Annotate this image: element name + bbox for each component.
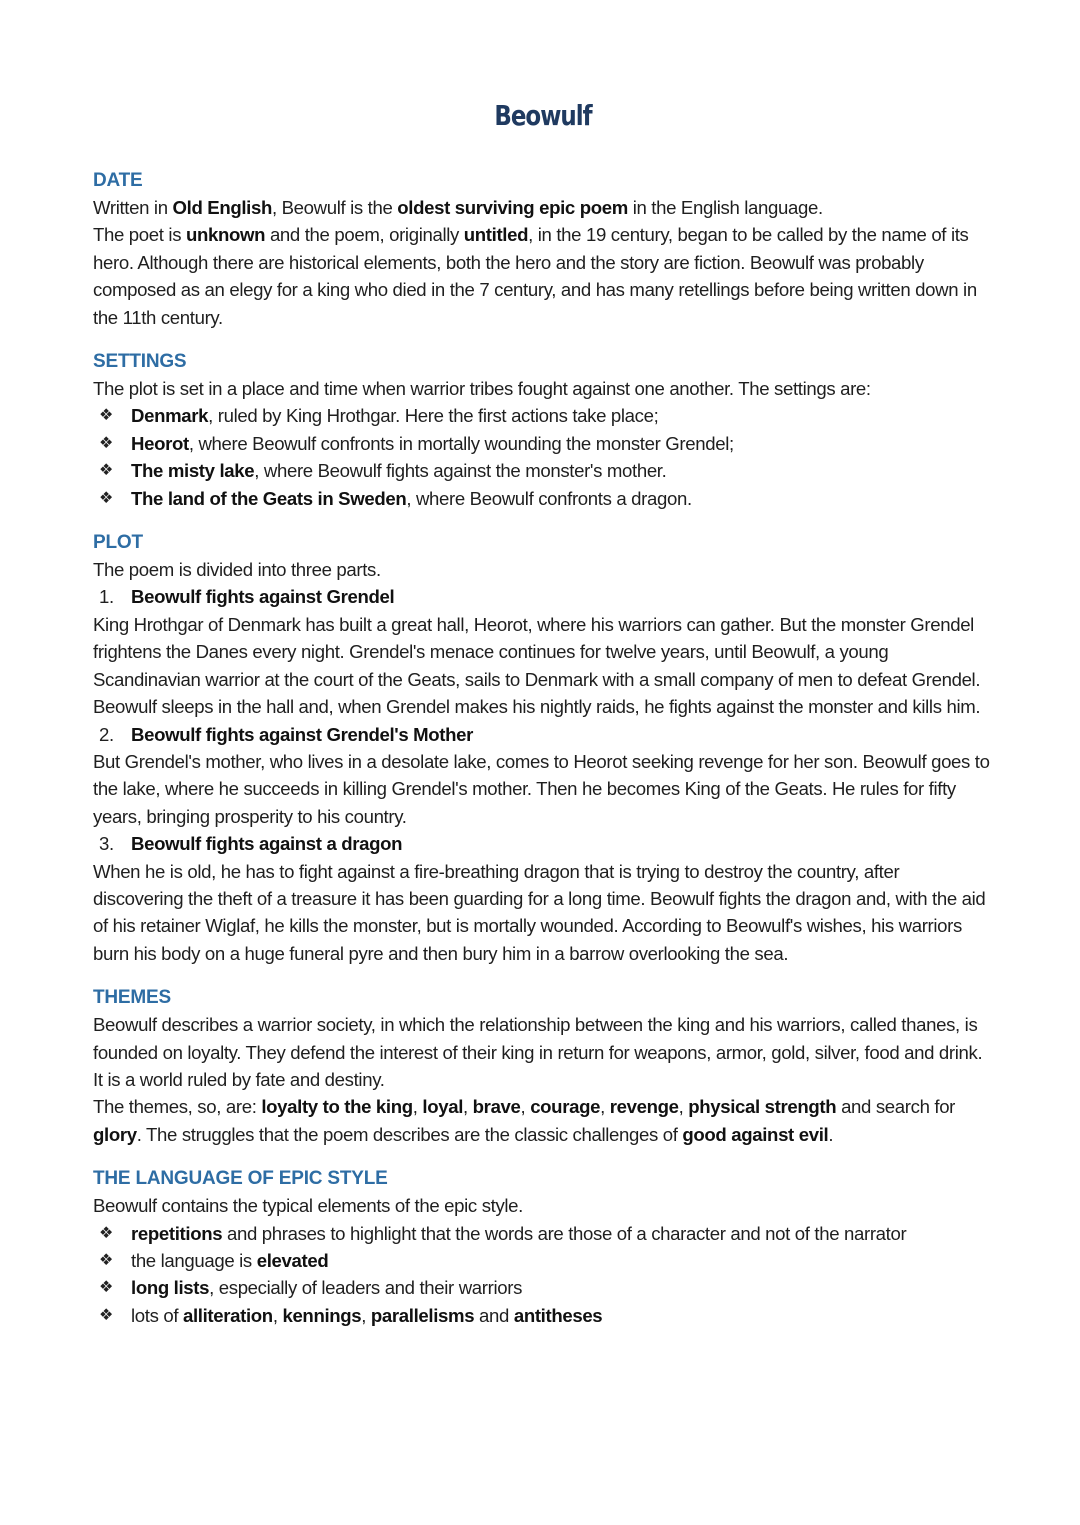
section-heading-date: DATE (93, 170, 143, 191)
plot-part-1 (93, 583, 993, 610)
section-language (93, 1166, 993, 1329)
settings-intro: The plot is set in a place and time when warrior tribes fought against one another. The settings are: (93, 378, 871, 400)
plot-part-3 (93, 830, 993, 857)
list-item: ❖ Denmark, ruled by King Hrothgar. Here the first actions take place; (93, 402, 993, 429)
plot-part-title: 2. Beowulf fights against Grendel's Mother (99, 723, 474, 745)
language-list (93, 1220, 993, 1330)
section-heading-plot: PLOT (93, 532, 143, 554)
plot-part-title: 1. Beowulf fights against Grendel (99, 586, 395, 608)
list-item: ❖ The land of the Geats in Sweden, where Beowulf confronts a dragon. (93, 485, 993, 512)
plot-part-2 (93, 721, 993, 748)
list-item: ❖ lots of alliteration, kennings, parallelisms and antitheses (93, 1302, 993, 1329)
plot-part-text: But Grendel's mother, who lives in a desolate lake, comes to Heorot seeking revenge for her son. Beowulf goes to the lake, where he succeeds in killing Grendel's mother. Then he becomes King of the Geats. He rules for fifty years, bringing prosperity to his country. (93, 750, 990, 827)
bullet-icon: ❖ (99, 489, 113, 507)
bullet-icon: ❖ (99, 1306, 113, 1324)
section-heading-settings: SETTINGS (93, 351, 187, 373)
section-heading-language: THE LANGUAGE OF EPIC STYLE (93, 1168, 388, 1190)
settings-list (93, 402, 993, 512)
bullet-icon: ❖ (99, 434, 113, 452)
document-title: Beowulf (494, 99, 592, 132)
date-paragraph-1: Written in Old English, Beowulf is the oldest surviving epic poem in the English language. (93, 197, 823, 218)
plot-part-text: When he is old, he has to fight against a fire-breathing dragon that is trying to destroy the country, after discovering the theft of a treasure it has been guarding for a long time. Beowulf fights the dragon and, with the aid of his retainer Wiglaf, he kills the monster, but is mortally wounded. According to Beowulf's wishes, his warriors burn his body on a huge funeral pyre and then bury him in a barrow overlooking the sea. (93, 860, 986, 964)
plot-part-text: King Hrothgar of Denmark has built a great hall, Heorot, where his warriors can gather. But the monster Grendel frightens the Danes every night. Grendel's menace continues for twelve years, until Beowulf, a young Scandinavian warrior at the court of the Geats, sails to Denmark with a small company of men to defeat Grendel. Beowulf sleeps in the hall and, when Grendel makes his nightly raids, he fights against the monster and kills him. (93, 613, 981, 718)
list-item: ❖ repetitions and phrases to highlight that the words are those of a character and not of the narrator (93, 1220, 993, 1247)
bullet-icon: ❖ (99, 462, 113, 480)
section-date (93, 168, 993, 331)
section-plot (93, 530, 993, 967)
plot-intro: The poem is divided into three parts. (93, 559, 381, 581)
date-paragraph-2: The poet is unknown and the poem, originally untitled, in the 19 century, began to be called by the name of its hero. Although there are historical elements, both the hero and the story are fiction. Beowulf was probably composed as an elegy for a king who died in the 7 century, and has many retellings before being written down in the 11th century. (93, 224, 977, 328)
themes-paragraph-2: The themes, so, are: loyalty to the king, loyal, brave, courage, revenge, physical strength and search for glory. The struggles that the poem describes are the classic challenges of good against evil. (93, 1096, 956, 1145)
section-heading-themes: THEMES (93, 987, 171, 1009)
list-item: ❖ long lists, especially of leaders and their warriors (93, 1274, 993, 1301)
section-settings (93, 349, 993, 512)
section-themes (93, 985, 993, 1148)
list-item: ❖ Heorot, where Beowulf confronts in mortally wounding the monster Grendel; (93, 430, 993, 457)
bullet-icon: ❖ (99, 1224, 113, 1242)
list-item: ❖ The misty lake, where Beowulf fights against the monster's mother. (93, 457, 993, 484)
document-page (93, 96, 993, 1347)
themes-paragraph-1: Beowulf describes a warrior society, in which the relationship between the king and his warriors, called thanes, is founded on loyalty. They defend the interest of their king in return for weapons, armor, gold, silver, food and drink. It is a world ruled by fate and destiny. (93, 1014, 983, 1090)
bullet-icon: ❖ (99, 1279, 113, 1297)
language-intro: Beowulf contains the typical elements of the epic style. (93, 1195, 523, 1217)
bullet-icon: ❖ (99, 1252, 113, 1269)
plot-part-title: 3. Beowulf fights against a dragon (99, 833, 403, 855)
bullet-icon: ❖ (99, 407, 113, 425)
list-item: ❖ the language is elevated (93, 1247, 993, 1274)
